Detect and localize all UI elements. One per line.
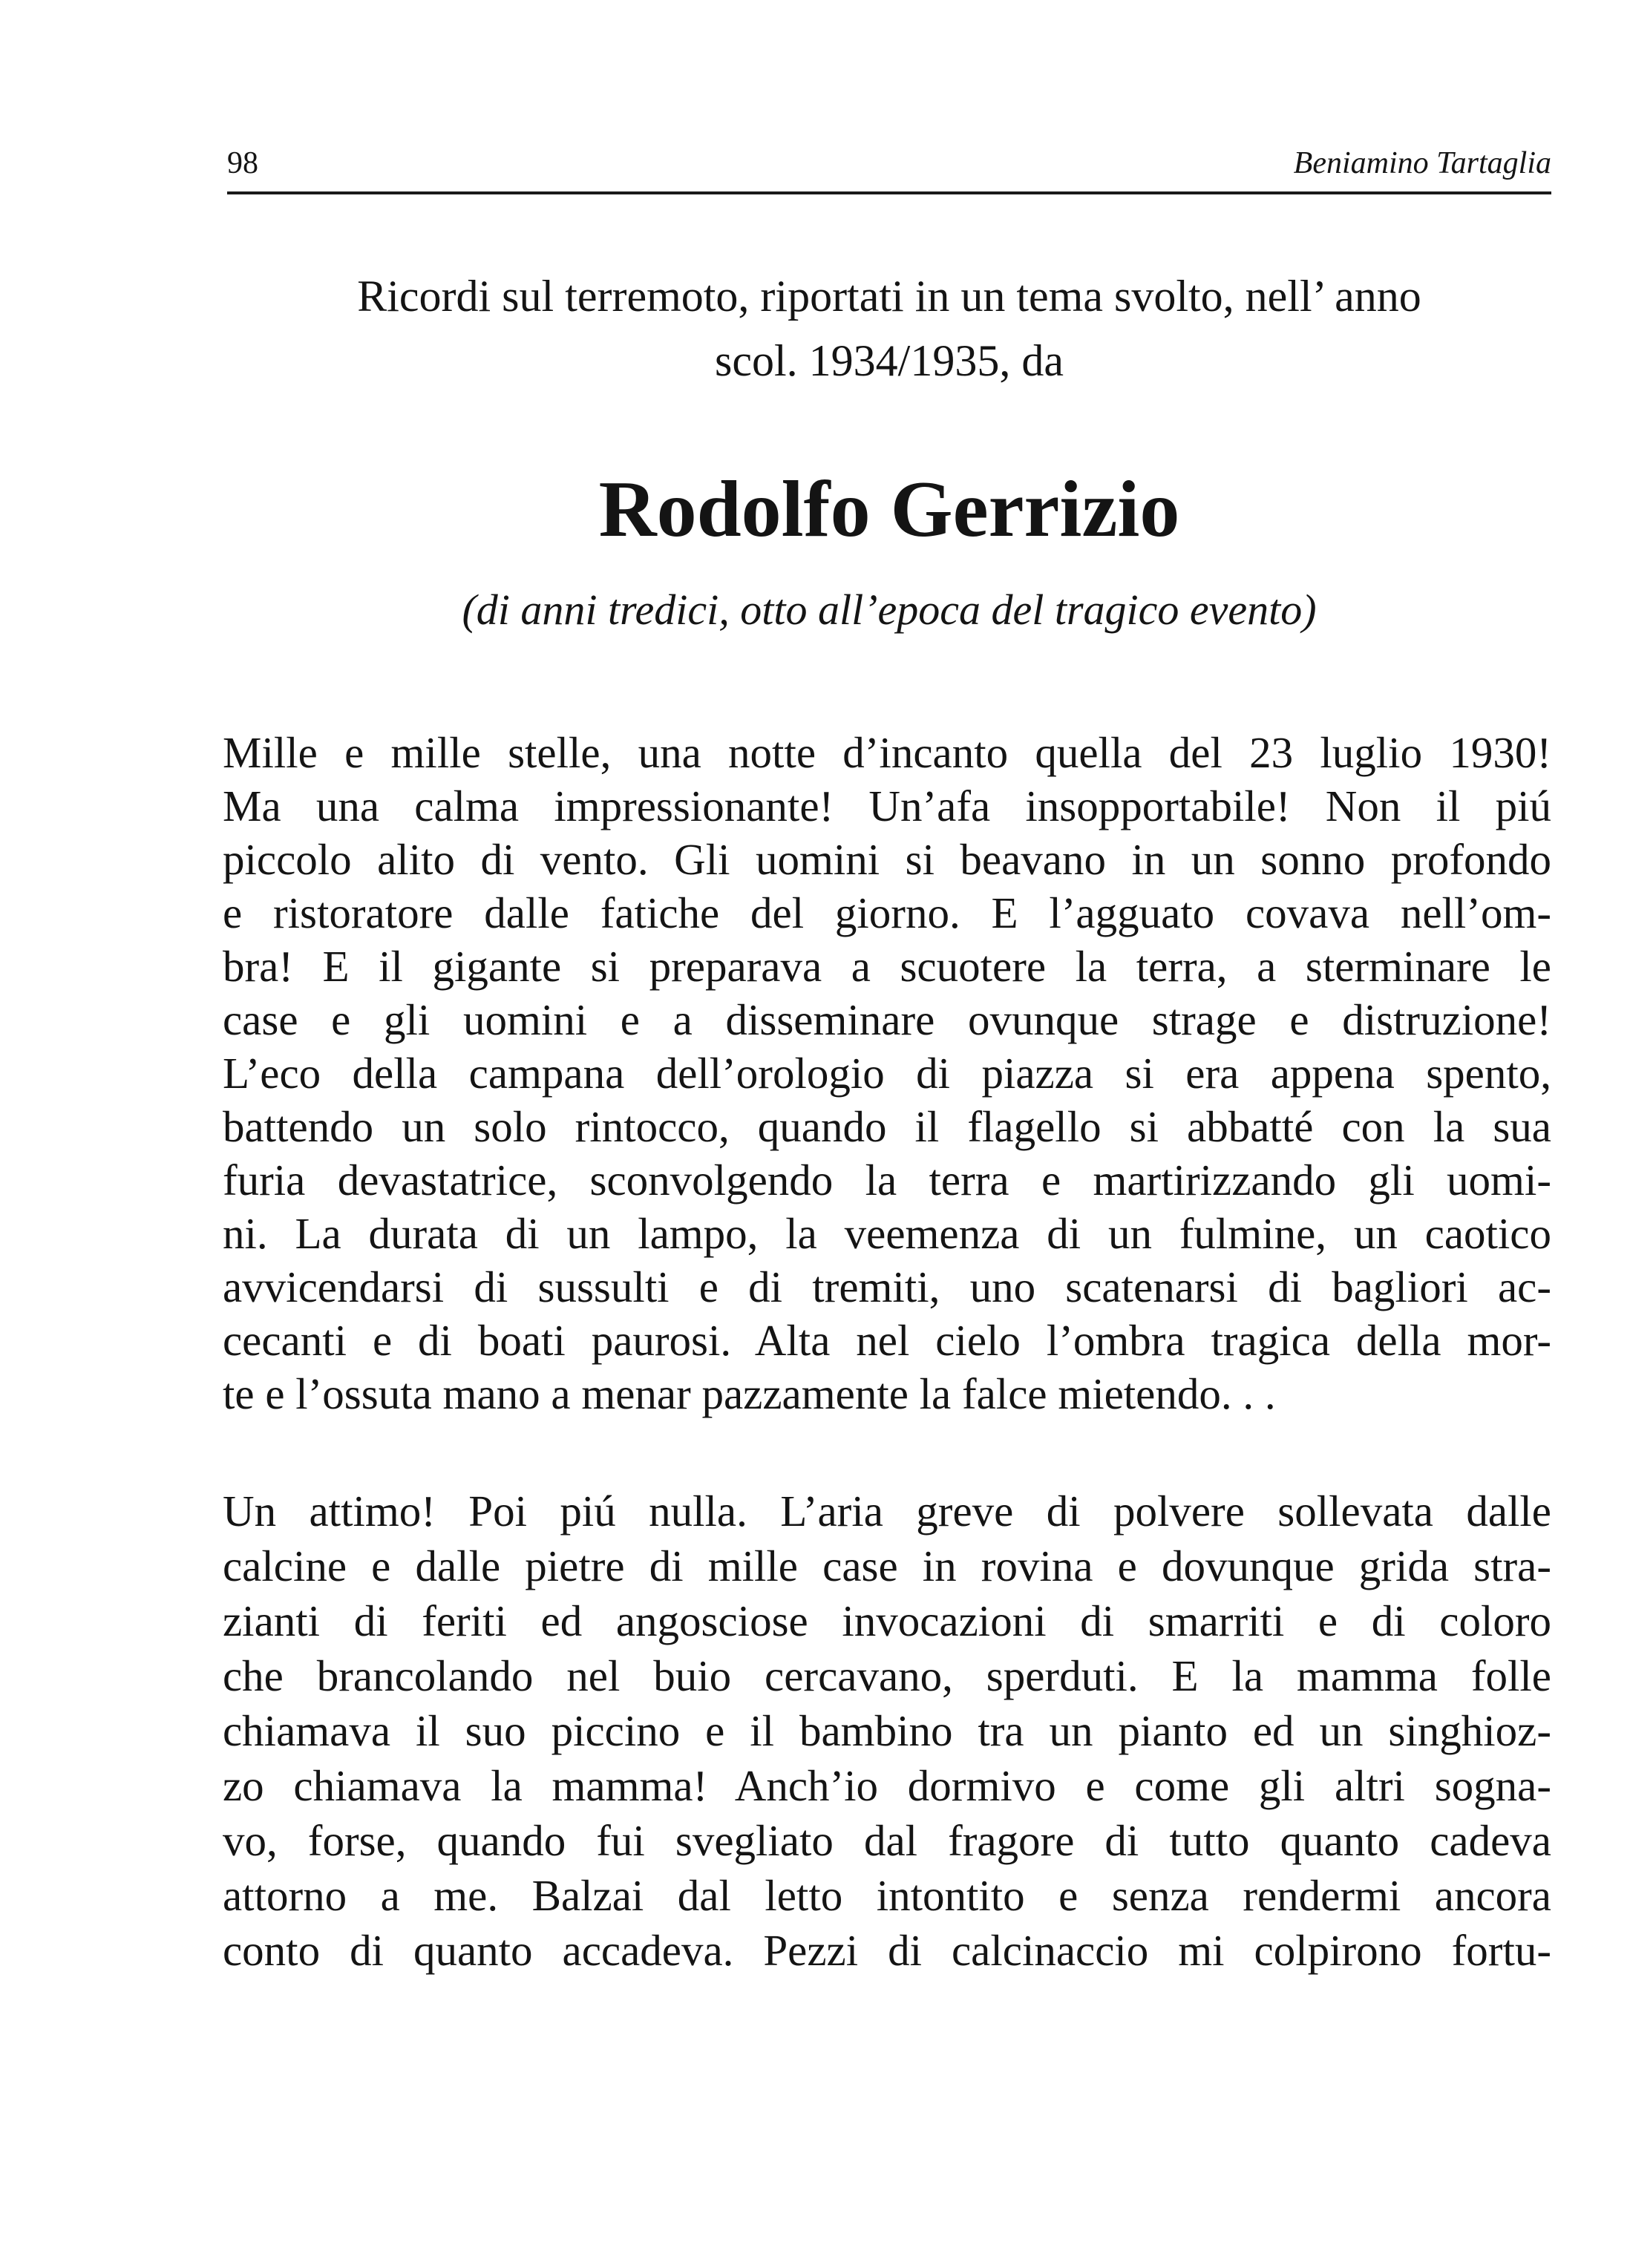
text-line: calcine e dalle pietre di mille case in rovina e dovunque grida stra- <box>223 1541 1551 1590</box>
text-line: case e gli uomini e a disseminare ovunque strage e distruzione! <box>223 995 1551 1044</box>
text-line: e ristoratore dalle fatiche del giorno. E l’agguato covava nell’om- <box>223 888 1551 937</box>
text-line: bra! E il gigante si preparava a scuotere la terra, a sterminare le <box>223 942 1551 991</box>
text-line: ni. La durata di un lampo, la veemenza di un fulmine, un caotico <box>223 1209 1551 1258</box>
header-rule <box>227 191 1551 194</box>
text-line: Ma una calma impressionante! Un’afa insopportabile! Non il piú <box>223 781 1551 830</box>
author-name: Rodolfo Gerrizio <box>598 465 1180 554</box>
text-line: zianti di feriti ed angosciose invocazioni di smarriti e di coloro <box>223 1596 1551 1645</box>
text-line: piccolo alito di vento. Gli uomini si beavano in un sonno profondo <box>223 835 1551 884</box>
text-line: zo chiamava la mamma! Anch’io dormivo e come gli altri sogna- <box>223 1761 1551 1810</box>
author-note: (di anni tredici, otto all’epoca del tragico evento) <box>462 586 1317 634</box>
text-line: cecanti e di boati paurosi. Alta nel cielo l’ombra tragica della mor- <box>223 1316 1551 1365</box>
text-line: che brancolando nel buio cercavano, sperduti. E la mamma folle <box>223 1651 1551 1700</box>
text-line: te e l’ossuta mano a menar pazzamente la falce mietendo. . . <box>223 1369 1276 1418</box>
intro-text <box>227 264 1551 393</box>
text-line: battendo un solo rintocco, quando il flagello si abbatté con la sua <box>223 1102 1551 1151</box>
text-line: attorno a me. Balzai dal letto intontito e senza rendermi ancora <box>223 1871 1551 1920</box>
text-line: furia devastatrice, sconvolgendo la terra e martirizzando gli uomi- <box>223 1156 1551 1205</box>
text-line: vo, forse, quando fui svegliato dal fragore di tutto quanto cadeva <box>223 1816 1551 1865</box>
text-line: chiamava il suo piccino e il bambino tra un pianto ed un singhioz- <box>223 1706 1551 1755</box>
running-author: Beniamino Tartaglia <box>1293 146 1551 180</box>
text-line: Un attimo! Poi piú nulla. L’aria greve di polvere sollevata dalle <box>223 1487 1551 1536</box>
text-line: Mille e mille stelle, una notte d’incanto quella del 23 luglio 1930! <box>223 728 1551 777</box>
intro-line: Ricordi sul terremoto, riportati in un tema svolto, nell’ anno <box>357 272 1421 321</box>
text-line: avvicendarsi di sussulti e di tremiti, uno scatenarsi di bagliori ac- <box>223 1262 1551 1311</box>
running-header <box>227 145 1551 186</box>
text-line: L’eco della campana dell’orologio di piazza si era appena spento, <box>223 1049 1551 1098</box>
intro-line: scol. 1934/1935, da <box>715 336 1064 385</box>
text-line: conto di quanto accadeva. Pezzi di calcinaccio mi colpirono fortu- <box>223 1926 1551 1975</box>
page-number: 98 <box>227 146 258 180</box>
